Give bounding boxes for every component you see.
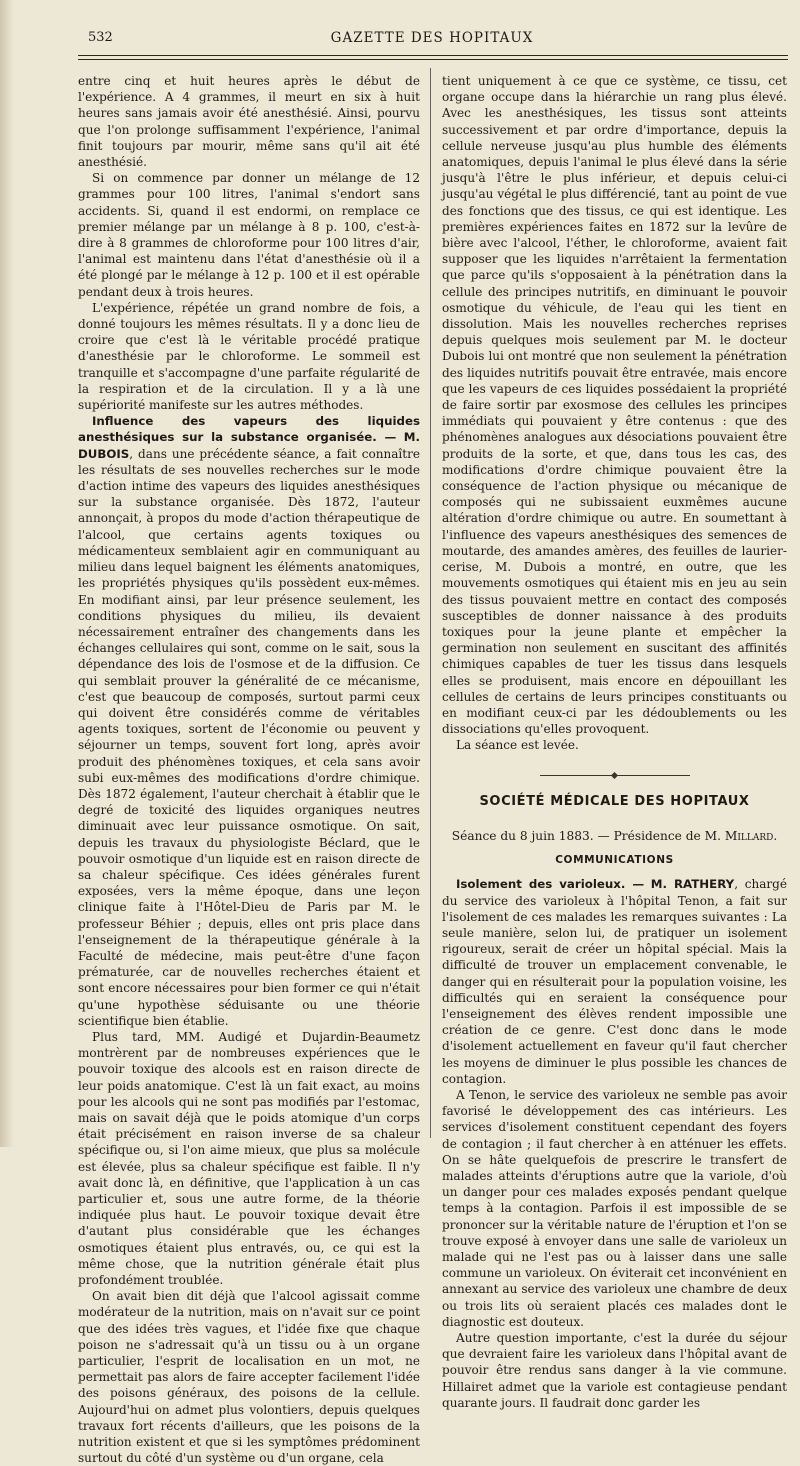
article-lead-title: Isolement des varioleux. — [456,877,645,892]
paragraph: A Tenon, le service des varioleux ne semble pas avoir favorisé le développement des cas intérieurs. Les services d'isolement constituent cependant des foyers de contagion ; il faut chercher à en atténuer les effets. On se hâte quelquefois de prescrire le transfert de malades atteints d'éruptions autre que la variole, d'où un danger pour ces malades exposés pendant quelque temps à la contagion. Parfois il est impossible de se prononcer sur la véritable nature de l'éruption et l'on se trouve exposé à envoyer dans une salle de varioleux un malade qui ne l'est pas ou à laisser dans une salle commune un varioleux. On éviterait cet inconvénient en annexant au service des varioleux une chambre de deux ou trois lits où seraient placés ces malades dont le diagnostic est douteux. [442,1087,787,1329]
right-column [442,73,787,1410]
paragraph: Si on commence par donner un mélange de 12 grammes pour 100 litres, l'animal s'endort sans accidents. Si, quand il est endormi, on remplace ce premier mélange par un mélange à 8 p. 100, c'est-à-dire à 8 grammes de chloroforme pour 100 litres d'air, l'animal est maintenu dans l'état d'anesthésie où il a été plongé par le mélange à 12 p. 100 et il est opérable pendant deux à trois heures. [78,171,420,299]
article-author: M. RATHERY [650,877,735,892]
paragraph: L'expérience, répétée un grand nombre de fois, a donné toujours les mêmes résultats. Il y a donc lieu de croire que c'est là le véritable procédé pratique d'anesthésie par le chloroforme. Le sommeil est tranquille et s'accompagne d'une parfaite régularité de la respiration et de la circulation. Il y a là une supériorité manifeste sur les autres méthodes. [78,300,420,413]
paragraph-text: , chargé du service des varioleux à l'hôpital Tenon, a fait sur l'isolement de ces malades les remarques suivantes : La seule manière, selon lui, de pratiquer un isolement rigoureux, serait de créer un hôpital spécial. Mais la difficulté de trouver un emplacement convenable, le danger qui en résulterait pour la population voisine, les difficultés qui en seraient la conséquence pour l'enseignement des élèves rendent impossible une création de ce genre. C'est donc dans le mode d'isolement actuellement en faveur qu'il faut chercher les moyens de diminuer le plus possible les chances de contagion. [442,877,787,1086]
paragraph: entre cinq et huit heures après le début de l'expérience. A 4 grammes, il meurt en six à huit heures sans jamais avoir été anesthésié. Ainsi, pourvu que l'on prolonge suffisamment l'expérience, l'animal finit toujours par mourir, même sans qu'il ait été anesthésié. [78,74,420,170]
article-author: M. DUBOIS [78,430,420,461]
session-prefix: Séance du 8 juin 1883. — Présidence de M. [451,828,721,843]
section-title: SOCIÉTÉ MÉDICALE DES HOPITAUX [479,793,750,809]
article-lead-title: Influence des vapeurs des liquides anesthésiques sur la substance organisée. — [78,414,420,445]
paragraph-text: , dans une précédente séance, a fait connaître les résultats de ses nouvelles recherches sur le mode d'action intime des vapeurs des liquides anesthésiques sur la substance organisée. Dès 1872, l'auteur annonçait, à propos du mode d'action thérapeutique de l'alcool, que certains agents toxiques ou médicamenteux semblaient agir en communiquant au milieu dans lequel baignent les éléments anatomiques, les propriétés physiques qu'ils possèdent eux-mêmes. En modifiant ainsi, par leur présence seulement, les conditions physiques du milieu, ils devaient nécessairement entraîner des changements dans les échanges cellulaires qui sont, comme on le sait, sous la dépendance des lois de l'osmose et de la diffusion. Ce qui semblait prouver la généralité de ce mécanisme, c'est que beaucoup de composés, surtout parmi ceux qui doivent être considérés comme de véritables agents toxiques, sortent de l'économie ou peuvent y séjourner un temps, souvent fort long, après avoir produit des phénomènes toxiques, et cela sans avoir subi eux-mêmes des modifications d'ordre chimique. Dès 1872 également, l'auteur cherchait à établir que le degré de toxicité des liquides organiques neutres diminuait avec leur puissance osmotique. On sait, depuis les travaux du physiologiste Béclard, que le pouvoir osmotique d'un liquide est en raison directe de sa chaleur spécifique. Ces idées générales furent exposées, vers la même époque, dans une leçon clinique faite à l'Hôtel-Dieu de Paris par M. le professeur Béhier ; depuis, elles ont pris place dans l'enseignement de la thérapeutique générale à la Faculté de médecine, mais peut-être d'une façon prématurée, car de nouvelles recherches étaient et sont encore nécessaires pour bien former ce qui n'était qu'une hypothèse séduisante ou une théorie scientifique bien établie. [78,446,420,1028]
column-divider [430,68,431,1138]
paragraph-rathery [442,876,787,1087]
page-gutter-shadow [0,0,14,1147]
paragraph: tient uniquement à ce que ce système, ce tissu, cet organe occupe dans la hiérarchie un rang plus élevé. Avec les anesthésiques, les tissus sont atteints successivement et par ordre d'importance, depuis la cellule nerveuse jusqu'au plus humble des éléments anatomiques, depuis l'animal le plus élevé dans la série jusqu'à l'être le plus inférieur, et depuis celui-ci jusqu'au végétal le plus différencié, tant au point de vue des fonctions que des tissus, ce qui est identique. Les premières expériences faites en 1872 sur la levûre de bière avec l'alcool, l'éther, le chloroforme, avaient fait supposer que les liquides n'arrêtaient la fermentation que parce qu'ils s'opposaient à la pénétration dans la cellule des principes nutritifs, en diminuant le pouvoir osmotique du véhicule, de l'eau qui les tient en dissolution. Mais les nouvelles recherches reprises depuis quelques mois seulement par M. le docteur Dubois lui ont montré que non seulement la pénétration des liquides nutritifs pouvait être entravée, mais encore que les vapeurs de ces liquides possédaient la propriété de faire sortir par exosmose des cellules les principes immédiats qui pouvaient y être contenus : que des phénomènes analogues aux désociations pouvaient être produits de la sorte, et que, dans tous les cas, des modifications d'ordre chimique pouvaient être la conséquence de l'action physique ou mécanique de composés qui ne subissaient euxmêmes aucune altération d'ordre chimique ou autre. En soumettant à l'influence des vapeurs anesthésiques des semences de moutarde, des amandes amères, des feuilles de laurier-cerise, M. Dubois a montré, en outre, que les mouvements osmotiques qui étaient mis en jeu au sein des tissus pouvaient mettre en contact des composés susceptibles de donner naissance à des produits toxiques pour la jeune plante et empêcher la germination non seulement en suscitant des affinités chimiques capables de tuer les tissus dans lesquels elles se produisent, mais encore en dépouillant les cellules de certains de leurs principes constituants ou en modifiant ceux-ci par les dédoublements ou les dissociations qu'elles provoquent. [442,74,787,737]
paragraph: Plus tard, MM. Audigé et Dujardin-Beaumetz montrèrent par de nombreuses expériences que le pouvoir toxique des alcools est en raison directe de leur poids anatomique. C'est là un fait exact, au moins pour les alcools qui ne sont pas modifiés par l'estomac, mais on savait déjà que le poids atomique d'un corps était précisément en raison inverse de sa chaleur spécifique ou, si l'on aime mieux, que plus sa molécule est élevée, plus sa chaleur spécifique est faible. Il n'y avait donc là, en définitive, que l'application à un cas particulier et, sous une autre forme, de la théorie indiquée plus haut. Le pouvoir toxique devait être d'autant plus considérable que les échanges osmotiques étaient plus entravés, ou, ce qui est la même chose, que la nutrition générale était plus profondément troublée. [78,1029,420,1288]
page-header [78,30,786,52]
session-president: Millard. [724,828,778,843]
session-line [442,828,787,844]
header-rule-thin [78,59,788,60]
left-column [78,73,420,1466]
page-number: 532 [88,30,113,45]
closing-line: La séance est levée. [456,738,579,753]
subheading: COMMUNICATIONS [555,854,674,867]
running-title: GAZETTE DES HOPITAUX [330,30,534,46]
paragraph: Autre question importante, c'est la durée du séjour que devraient faire les varioleux dans l'hôpital avant de pouvoir être rendus sans danger à la vie commune. Hillairet admet que la variole est contagieuse pendant quarante jours. Il faudrait donc garder les [442,1331,787,1410]
paragraph-dubois [78,413,420,1029]
header-rule-thick [78,55,788,56]
paragraph: On avait bien dit déjà que l'alcool agissait comme modérateur de la nutrition, mais on n'avait sur ce point que des idées très vagues, et l'idée fixe que chaque poison ne s'adressait qu'à un tissu ou à un organe particulier, l'esprit de localisation en un mot, ne permettait pas alors de faire accepter facilement l'idée des poisons généraux, des poisons de la cellule. Aujourd'hui on admet plus volontiers, depuis quelques travaux fort récents d'ailleurs, que les poisons de la nutrition existent et que si les symptômes prédominent surtout du côté d'un système ou d'un organe, cela [78,1289,420,1466]
section-separator [442,768,787,784]
